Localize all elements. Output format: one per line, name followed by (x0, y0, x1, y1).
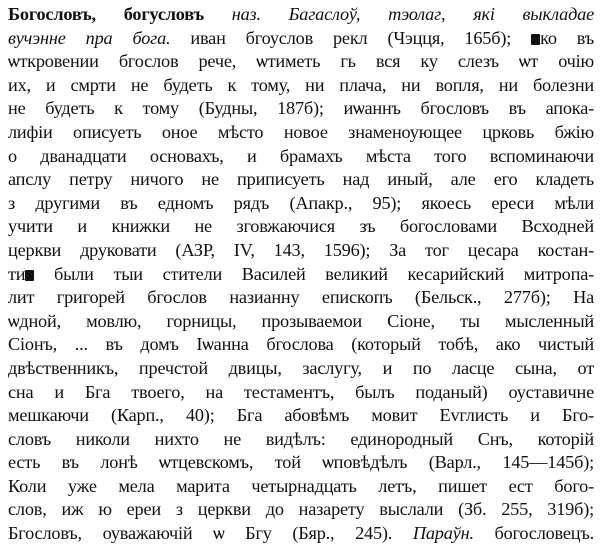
entry-line-22: слов, иж ю ереи з церкви до назарету выслали (Зб. 255, 319б); (8, 499, 594, 520)
entry-line-21: Коли уже мела марита четырнадцать летъ, пишет ест бого- (8, 475, 594, 496)
entry-line-6: лифіи описуеть оное мѣсто новое знаменоующее црковь бжію (8, 121, 594, 142)
entry-lemma: Богословъ, богусловъ (8, 4, 204, 24)
entry-line-10: учити и книжки не зговжаючися зъ богословами Всходней (8, 216, 594, 237)
entry-line-11: церкви друковати (АЗР, IV, 143, 1596); За тог цесара костан- (8, 239, 594, 260)
grammatical-label: наз. (231, 4, 261, 24)
entry-line-4: их, и смрти не будеть к тому, ни плача, ни вопля, ни болезни (8, 74, 594, 95)
entry-line-12: ти были тыи стители Василей великий кесарийский митропа- (8, 263, 594, 284)
entry-line-9: з другими въ едномъ рядъ (Апакр., 95); якоесь ереси мѣли (8, 192, 594, 213)
entry-line-23: Бгословъ, оуважаючій ѡ Бгу (Бяр., 245). Параўн. богословецъ. (8, 523, 594, 544)
entry-line-20: есть въ лонѣ ѡтцевскомъ, той ѡповѣдѣлъ (Варл., 145—145б); (8, 452, 594, 473)
entry-line-2: вучэнне пра бога. иван бгоуслов рекл (Чэцця, 165б); ко въ (8, 27, 594, 48)
entry-line-18: мешкаючи (Карп., 40); Бга абовѣмъ мовит Еvглисть и Бго- (8, 405, 594, 426)
entry-line-13: лит григорей бгослов назианну епископъ (Бельск., 277б); На (8, 287, 594, 308)
entry-line-17: сна и Бга твоего, на тестаментъ, былъ поданый) оуставичне (8, 381, 594, 402)
entry-line-8: апслу петру ничого не приписуеть над иный, але его кладеть (8, 169, 594, 190)
entry-line-14: ѡдной, мовлю, горницы, прозываемои Сіоне, ты мысленный (8, 310, 594, 331)
entry-line-7: о дванадцати основахъ, и брамахъ мѣста того вспоминаючи (8, 145, 594, 166)
entry-line-3: ѡткровении бгослов рече, ѡтиметь гь вся ку слезъ ѡт очію (8, 51, 594, 72)
dictionary-entry-богословъ (8, 3, 594, 546)
entry-line-15: Сіонъ, ... въ домъ Іѡанна бгослова (который тобѣ, ако чистый (8, 334, 594, 355)
entry-line-19: словъ николи нихто не видѣлъ: единородный Снъ, которій (8, 428, 594, 449)
definition-text: Багаслоў, тэолаг, які выкладае (288, 4, 594, 24)
entry-line-1 (8, 3, 594, 27)
ligature-glyph-icon (25, 270, 34, 281)
entry-line-16: двѣственникъ, пречстой двицы, заслугу, и по ласце сына, от (8, 357, 594, 378)
entry-line-5: не будеть к тому (Будны, 187б); иѡаннъ бгословъ въ апока- (8, 98, 594, 119)
ligature-glyph-icon (531, 34, 540, 45)
